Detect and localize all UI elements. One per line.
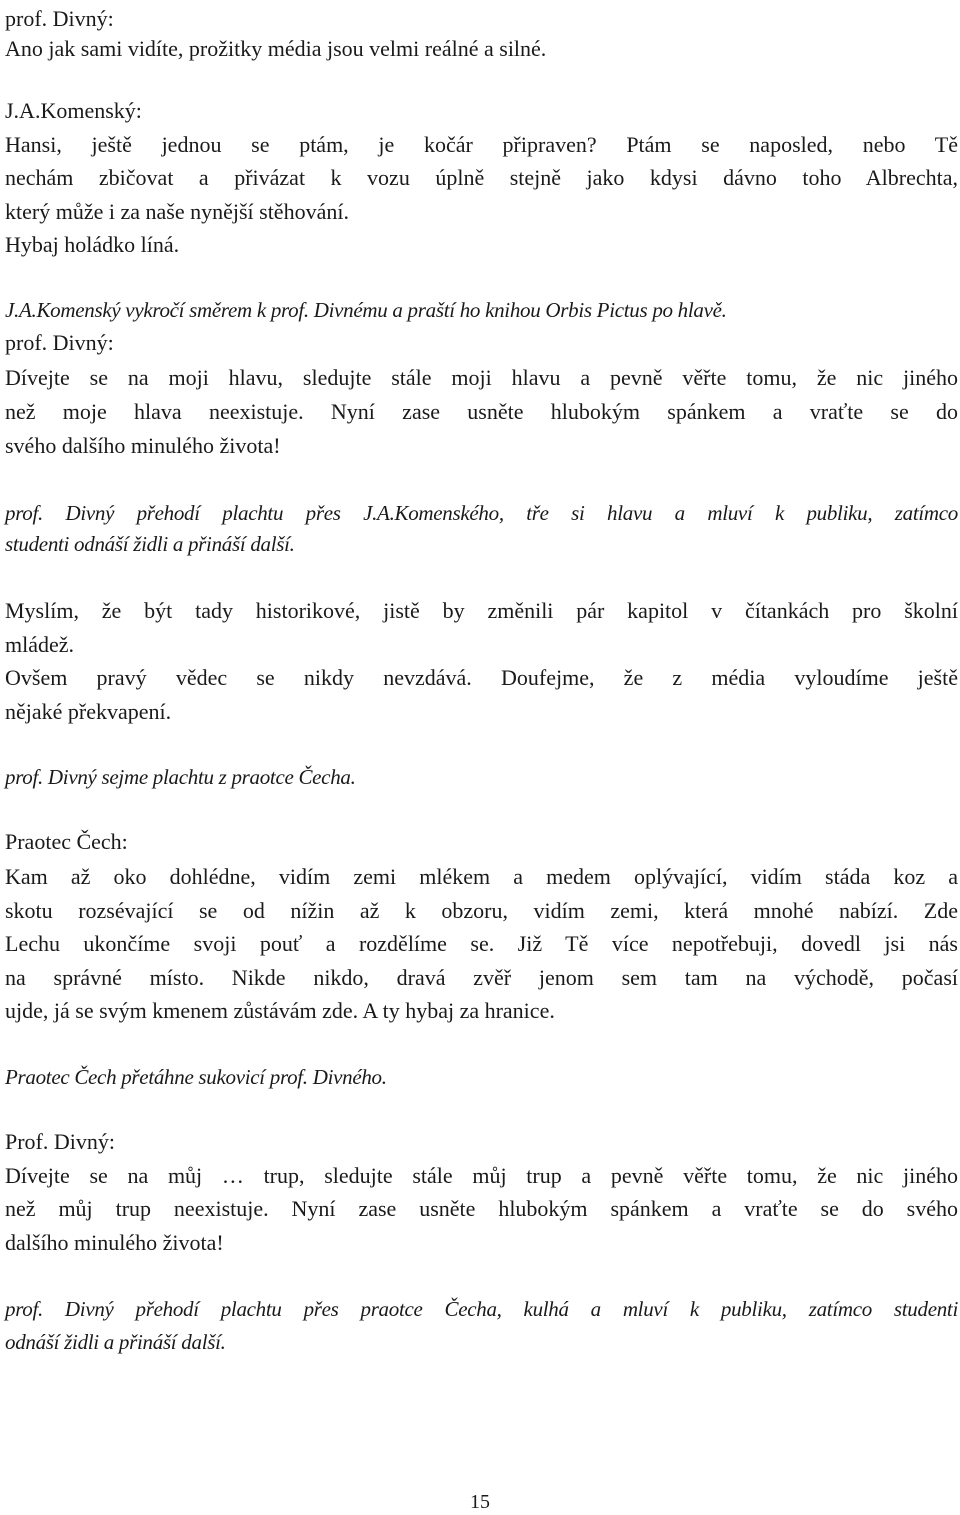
dialogue-line: svého dalšího minulého života!	[5, 433, 281, 458]
dialogue-line: než můj trup neexistuje. Nyní zase usněte hlubokým spánkem a vraťte se do svého	[5, 1196, 958, 1221]
dialogue-line: který může i za naše nynější stěhování.	[5, 199, 349, 224]
speaker-label: J.A.Komenský:	[5, 98, 142, 123]
dialogue-line: Hybaj holádko líná.	[5, 232, 180, 257]
speaker-label: prof. Divný:	[5, 6, 114, 31]
dialogue-line: ujde, já se svým kmenem zůstávám zde. A ty hybaj za hranice.	[5, 998, 555, 1023]
dialogue-line: skotu rozsévající se od nížin až k obzoru, vidím zemi, která mnohé nabízí. Zde	[5, 898, 958, 923]
dialogue-line: než moje hlava neexistuje. Nyní zase usněte hlubokým spánkem a vraťte se do	[5, 399, 958, 424]
dialogue-line: Dívejte se na moji hlavu, sledujte stále moji hlavu a pevně věřte tomu, že nic jiného	[5, 365, 958, 390]
stage-direction: J.A.Komenský vykročí směrem k prof. Divnému a praští ho knihou Orbis Pictus po hlavě.	[5, 298, 727, 322]
dialogue-line: Myslím, že být tady historikové, jistě by změnili pár kapitol v čítankách pro školní	[5, 598, 958, 623]
stage-direction: prof. Divný sejme plachtu z praotce Čecha.	[5, 765, 356, 789]
dialogue-line: nějaké překvapení.	[5, 699, 172, 724]
dialogue-line: Ano jak sami vidíte, prožitky média jsou velmi reálné a silné.	[5, 36, 547, 61]
dialogue-line: mládež.	[5, 632, 75, 657]
stage-direction: odnáší židli a přináší další.	[5, 1330, 226, 1354]
stage-direction: prof. Divný přehodí plachtu přes praotce Čecha, kulhá a mluví k publiku, zatímco studenti	[5, 1297, 958, 1321]
dialogue-line: Lechu ukončíme svoji pouť a rozdělíme se. Již Tě více nepotřebuji, dovedl jsi nás	[5, 931, 958, 956]
stage-direction: prof. Divný přehodí plachtu přes J.A.Komenského, tře si hlavu a mluví k publiku, zatímco	[5, 501, 958, 525]
speaker-label: Prof. Divný:	[5, 1129, 115, 1154]
dialogue-line: Hansi, ještě jednou se ptám, je kočár připraven? Ptám se naposled, nebo Tě	[5, 132, 958, 157]
speaker-label: Praotec Čech:	[5, 829, 128, 854]
dialogue-line: nechám zbičovat a přivázat k vozu úplně stejně jako kdysi dávno toho Albrechta,	[5, 165, 958, 190]
dialogue-line: Dívejte se na můj … trup, sledujte stále můj trup a pevně věřte tomu, že nic jiného	[5, 1163, 958, 1188]
page-number: 15	[470, 1491, 490, 1513]
dialogue-line: dalšího minulého života!	[5, 1230, 224, 1255]
dialogue-line: Kam až oko dohlédne, vidím zemi mlékem a medem oplývající, vidím stáda koz a	[5, 864, 958, 889]
dialogue-line: na správné místo. Nikde nikdo, dravá zvěř jenom sem tam na východě, počasí	[5, 965, 958, 990]
dialogue-line: Ovšem pravý vědec se nikdy nevzdává. Doufejme, že z média vyloudíme ještě	[5, 665, 958, 690]
stage-direction: Praotec Čech přetáhne sukovicí prof. Divného.	[5, 1065, 387, 1089]
speaker-label: prof. Divný:	[5, 330, 114, 355]
stage-direction: studenti odnáší židli a přináší další.	[5, 532, 295, 556]
